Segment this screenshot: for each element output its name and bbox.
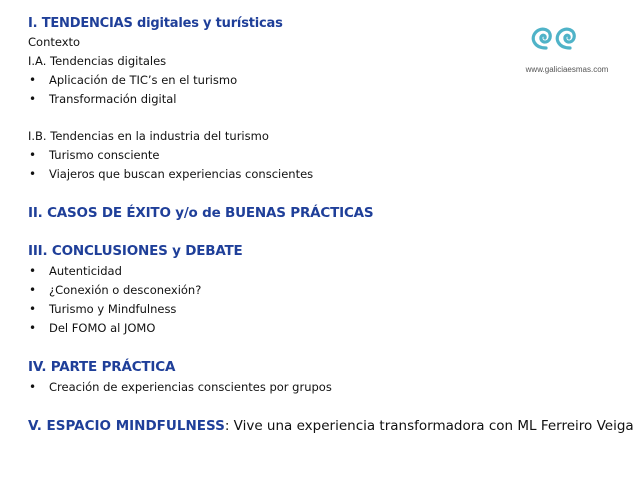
section-1b-title: I.B. Tendencias en la industria del turismo xyxy=(28,129,269,143)
section-3-title: III. CONCLUSIONES y DEBATE xyxy=(28,243,243,259)
section-5-line xyxy=(28,415,634,437)
logo-url: www.galiciaesmas.com xyxy=(525,65,609,74)
section-5-text: : Vive una experiencia transformadora con ML Ferreiro Veiga xyxy=(224,418,634,434)
list-item: • ¿Conexión o desconexión? xyxy=(28,281,548,300)
list-item: • Turismo y Mindfulness xyxy=(28,300,548,319)
list-item: • Turismo consciente xyxy=(28,146,548,165)
spacer xyxy=(28,109,548,127)
section-2-title: II. CASOS DE ÉXITO y/o de BUENAS PRÁCTICAS xyxy=(28,205,374,221)
section-1-title: I. TENDENCIAS digitales y turísticas xyxy=(28,16,283,31)
list-item: • Creación de experiencias conscientes por grupos xyxy=(28,378,548,397)
spacer xyxy=(28,224,548,240)
list-item: • Autenticidad xyxy=(28,262,548,281)
spacer xyxy=(28,338,548,356)
spacer xyxy=(28,184,548,202)
list-item: • Transformación digital xyxy=(28,90,548,109)
section-4-title: IV. PARTE PRÁCTICA xyxy=(28,359,176,375)
list-item: • Del FOMO al JOMO xyxy=(28,319,548,338)
list-item: • Viajeros que buscan experiencias conscientes xyxy=(28,165,548,184)
spacer xyxy=(28,397,548,415)
section-5-title: V. ESPACIO MINDFULNESS xyxy=(28,418,225,434)
list-item: • Aplicación de TIC’s en el turismo xyxy=(28,71,548,90)
section-1a-title: I.A. Tendencias digitales xyxy=(28,54,167,68)
contexto-label: Contexto xyxy=(28,35,81,49)
